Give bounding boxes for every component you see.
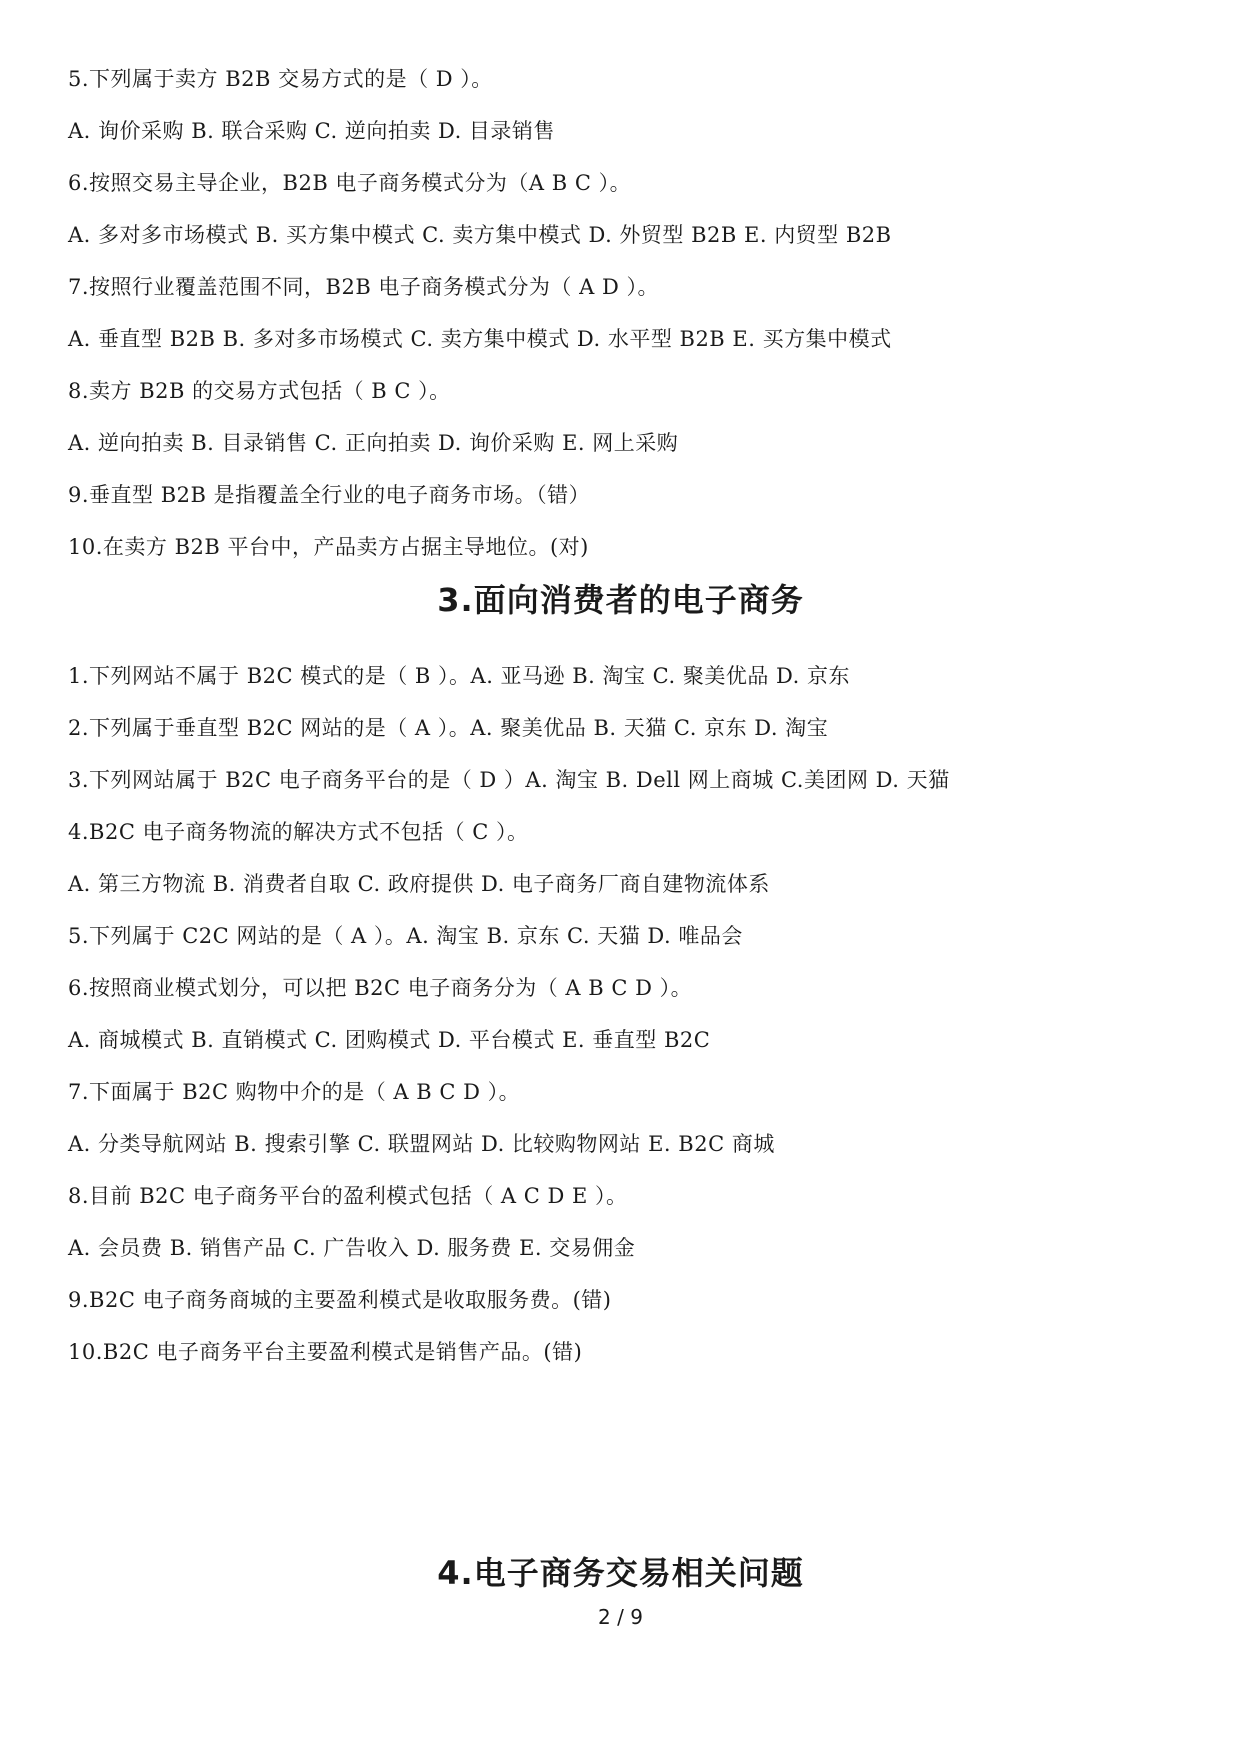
section-heading: 3.面向消费者的电子商务	[437, 581, 804, 619]
options-line: A. 商城模式 B. 直销模式 C. 团购模式 D. 平台模式 E. 垂直型 B2C	[68, 1028, 711, 1052]
options-line: A. 第三方物流 B. 消费者自取 C. 政府提供 D. 电子商务厂商自建物流体系	[68, 872, 770, 896]
options-line: A. 垂直型 B2B B. 多对多市场模式 C. 卖方集中模式 D. 水平型 B2B E. 买方集中模式	[68, 327, 892, 351]
question-line: 6.按照商业模式划分，可以把 B2C 电子商务分为（ A B C D ）。	[68, 976, 693, 1000]
question-line: 9.B2C 电子商务商城的主要盈利模式是收取服务费。(错)	[68, 1288, 612, 1312]
section-heading: 4.电子商务交易相关问题	[437, 1554, 804, 1592]
question-line: 5.下列属于卖方 B2B 交易方式的是（ D ）。	[68, 67, 493, 91]
options-line: A. 分类导航网站 B. 搜索引擎 C. 联盟网站 D. 比较购物网站 E. B2C 商城	[68, 1132, 775, 1156]
question-line: 8.目前 B2C 电子商务平台的盈利模式包括（ A C D E ）。	[68, 1184, 628, 1208]
question-line: 10.在卖方 B2B 平台中，产品卖方占据主导地位。(对)	[68, 535, 589, 559]
options-line: A. 多对多市场模式 B. 买方集中模式 C. 卖方集中模式 D. 外贸型 B2B E. 内贸型 B2B	[68, 223, 892, 247]
options-line: A. 逆向拍卖 B. 目录销售 C. 正向拍卖 D. 询价采购 E. 网上采购	[68, 431, 679, 455]
options-line: A. 会员费 B. 销售产品 C. 广告收入 D. 服务费 E. 交易佣金	[68, 1236, 636, 1260]
question-line: 9.垂直型 B2B 是指覆盖全行业的电子商务市场。（错）	[68, 483, 591, 507]
question-line: 4.B2C 电子商务物流的解决方式不包括（ C ）。	[68, 820, 529, 844]
question-line: 1.下列网站不属于 B2C 模式的是（ B ）。A. 亚马逊 B. 淘宝 C. 聚美优品 D. 京东	[68, 664, 850, 688]
question-line: 7.下面属于 B2C 购物中介的是（ A B C D ）。	[68, 1080, 521, 1104]
question-line: 6.按照交易主导企业，B2B 电子商务模式分为（A B C ）。	[68, 171, 632, 195]
page-number: 2 / 9	[598, 1605, 643, 1629]
question-line: 8.卖方 B2B 的交易方式包括（ B C ）。	[68, 379, 451, 403]
question-line: 5.下列属于 C2C 网站的是（ A ）。A. 淘宝 B. 京东 C. 天猫 D. 唯品会	[68, 924, 743, 948]
question-line: 3.下列网站属于 B2C 电子商务平台的是（ D ）A. 淘宝 B. Dell 网上商城 C.美团网 D. 天猫	[68, 768, 950, 792]
options-line: A. 询价采购 B. 联合采购 C. 逆向拍卖 D. 目录销售	[68, 119, 555, 143]
question-line: 7.按照行业覆盖范围不同，B2B 电子商务模式分为（ A D ）。	[68, 275, 659, 299]
question-line: 10.B2C 电子商务平台主要盈利模式是销售产品。(错)	[68, 1340, 583, 1364]
question-line: 2.下列属于垂直型 B2C 网站的是（ A ）。A. 聚美优品 B. 天猫 C. 京东 D. 淘宝	[68, 716, 829, 740]
